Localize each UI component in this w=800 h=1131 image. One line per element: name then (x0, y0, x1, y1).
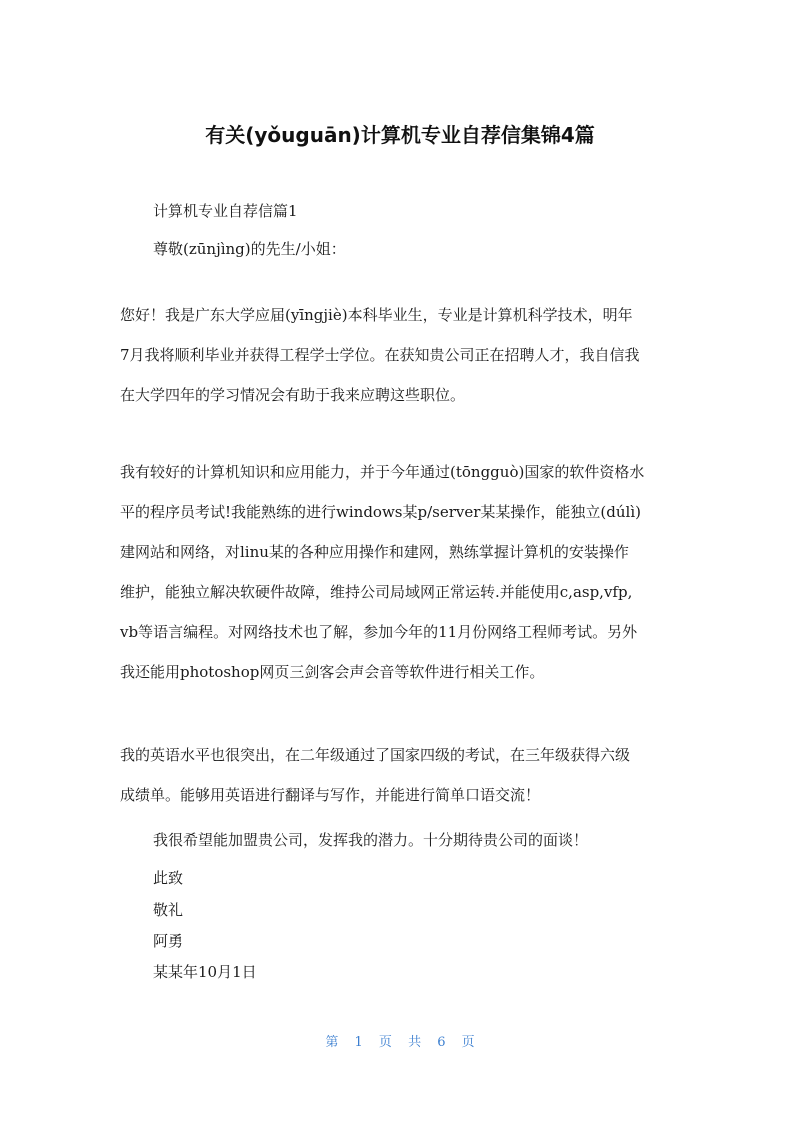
sign-off-1: 此致 (153, 869, 184, 887)
sign-off-2: 敬礼 (153, 901, 184, 919)
paragraph-line: 维护，能独立解决软硬件故障，维持公司局域网正常运转.并能使用c,asp,vfp, (120, 583, 633, 601)
page-label: 第 (325, 1035, 339, 1050)
total-pages: 6 (437, 1035, 446, 1050)
paragraph-2 (120, 461, 682, 701)
paragraph-1 (120, 304, 682, 424)
document-title: 有关(yǒuguān)计算机专业自荐信集锦4篇 (205, 123, 595, 147)
current-page: 1 (354, 1035, 363, 1050)
total-suffix: 页 (461, 1035, 475, 1050)
paragraph-line: 我的英语水平也很突出，在二年级通过了国家四级的考试，在三年级获得六级 (120, 746, 631, 764)
total-label: 共 (408, 1035, 422, 1050)
paragraph-line: 您好！我是广东大学应届(yīngjiè)本科毕业生，专业是计算机科学技术，明年 (120, 306, 633, 324)
page-footer (0, 1031, 800, 1050)
salutation: 尊敬(zūnjìng)的先生/小姐： (153, 240, 346, 258)
paragraph-line: 我有较好的计算机知识和应用能力，并于今年通过(tōngguò)国家的软件资格水 (120, 463, 645, 481)
date: 某某年10月1日 (153, 963, 257, 981)
paragraph-line: 建网站和网络，对linu某的各种应用操作和建网，熟练掌握计算机的安装操作 (120, 543, 629, 561)
letter-subtitle: 计算机专业自荐信篇1 (153, 202, 298, 220)
paragraph-line: 我还能用photoshop网页三剑客会声会音等软件进行相关工作。 (120, 663, 545, 681)
paragraph-3 (120, 744, 682, 824)
paragraph-line: 在大学四年的学习情况会有助于我来应聘这些职位。 (120, 386, 466, 404)
paragraph-line: vb等语言编程。对网络技术也了解，参加今年的11月份网络工程师考试。另外 (120, 623, 638, 641)
paragraph-line: 平的程序员考试!我能熟练的进行windows某p/server某某操作，能独立(dúlì) (120, 503, 641, 521)
paragraph-line: 7月我将顺利毕业并获得工程学士学位。在获知贵公司正在招聘人才，我自信我 (120, 346, 640, 364)
closing-line: 我很希望能加盟贵公司，发挥我的潜力。十分期待贵公司的面谈！ (153, 831, 589, 849)
signature: 阿勇 (153, 932, 184, 950)
paragraph-line: 成绩单。能够用英语进行翻译与写作，并能进行简单口语交流！ (120, 786, 541, 804)
page-suffix: 页 (378, 1035, 392, 1050)
